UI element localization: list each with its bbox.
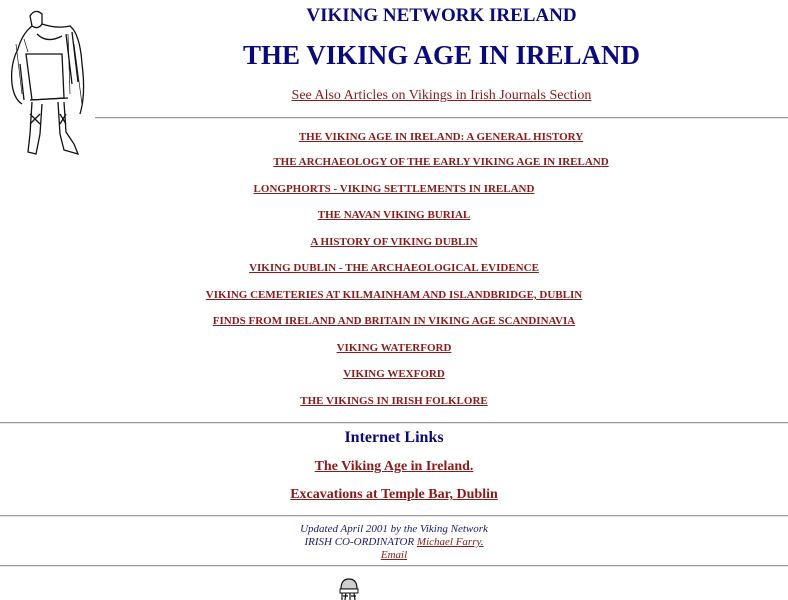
article-link-viking-waterford[interactable]: VIKING WATERFORD xyxy=(336,342,452,354)
footer xyxy=(0,523,788,562)
footer-coordinator-label: IRISH CO-ORDINATOR xyxy=(304,536,415,548)
see-also-journals-link[interactable]: See Also Articles on Vikings in Irish Journals Section xyxy=(291,88,592,103)
article-item xyxy=(0,262,788,274)
footer-email-line xyxy=(0,549,788,562)
footer-updated-text: Updated April 2001 by the Viking Network xyxy=(300,523,488,535)
article-item xyxy=(47,156,788,168)
article-link-irish-folklore[interactable]: THE VIKINGS IN IRISH FOLKLORE xyxy=(300,395,488,407)
viking-helmet-icon xyxy=(337,577,361,600)
article-item xyxy=(0,289,788,301)
article-link-general-history[interactable]: THE VIKING AGE IN IRELAND: A GENERAL HISTORY xyxy=(298,131,584,143)
article-item xyxy=(0,236,788,248)
divider-links xyxy=(0,515,788,517)
internet-link-temple-bar[interactable]: Excavations at Temple Bar, Dublin xyxy=(290,487,498,502)
article-link-viking-wexford[interactable]: VIKING WEXFORD xyxy=(343,368,445,380)
article-item xyxy=(0,315,788,327)
divider-top xyxy=(95,117,788,119)
internet-link-viking-age-ireland[interactable]: The Viking Age in Ireland. xyxy=(314,459,474,474)
page-title: THE VIKING AGE IN IRELAND xyxy=(242,40,641,70)
article-link-finds-scandinavia[interactable]: FINDS FROM IRELAND AND BRITAIN IN VIKING AGE SCANDINAVIA xyxy=(212,315,576,327)
internet-links-heading: Internet Links xyxy=(344,429,444,446)
see-also-container xyxy=(95,88,788,104)
coordinator-name-link[interactable]: Michael Farry. xyxy=(416,536,484,548)
article-link-archaeology-early-viking-age[interactable]: THE ARCHAEOLOGY OF THE EARLY VIKING AGE IN IRELAND xyxy=(273,156,609,168)
article-item xyxy=(0,209,788,221)
article-item xyxy=(47,131,788,143)
divider-footer xyxy=(0,565,788,567)
internet-link-item xyxy=(0,487,788,503)
article-link-history-viking-dublin[interactable]: A HISTORY OF VIKING DUBLIN xyxy=(310,236,478,248)
internet-link-item xyxy=(0,459,788,475)
site-subtitle: VIKING NETWORK IRELAND xyxy=(306,5,577,26)
article-item xyxy=(0,368,788,380)
article-link-dublin-archaeological-evidence[interactable]: VIKING DUBLIN - THE ARCHAEOLOGICAL EVIDENCE xyxy=(249,262,539,274)
email-link[interactable]: Email xyxy=(380,549,408,561)
footer-coordinator-line xyxy=(0,536,788,549)
article-item xyxy=(0,342,788,354)
divider-articles xyxy=(0,422,788,424)
article-link-longphorts[interactable]: LONGPHORTS - VIKING SETTLEMENTS IN IRELAND xyxy=(253,183,535,195)
article-link-kilmainham-cemeteries[interactable]: VIKING CEMETERIES AT KILMAINHAM AND ISLANDBRIDGE, DUBLIN xyxy=(205,289,583,301)
article-link-navan-burial[interactable]: THE NAVAN VIKING BURIAL xyxy=(317,209,471,221)
article-item xyxy=(0,183,788,195)
article-item xyxy=(0,395,788,407)
